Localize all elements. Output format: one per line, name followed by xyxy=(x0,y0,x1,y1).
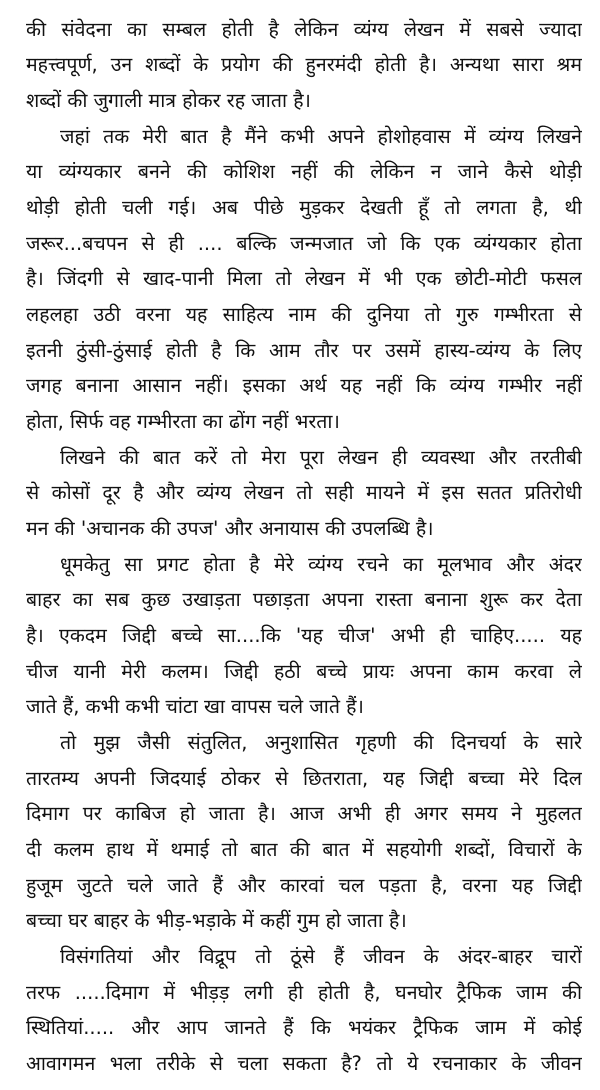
text-line: शब्दों की जुगाली मात्र होकर रह जाता है। xyxy=(26,89,311,112)
text-line: चीज यानी मेरी कलम। जिद्दी हठी बच्चे प्रायः अपना काम करवा ले xyxy=(26,660,582,683)
text-line: आवागमन भला तरीके से चला सकता है? तो ये रचनाकार के जीवन xyxy=(26,1052,582,1075)
text-line: है। जिंदगी से खाद-पानी मिला तो लेखन में भी एक छोटी-मोटी फसल xyxy=(26,267,582,290)
text-line: बच्चा घर बाहर के भीड़-भड़ाके में कहीं गुम हो जाता है। xyxy=(26,909,407,932)
text-line: है। एकदम जिद्दी बच्चे सा....कि 'यह चीज' अभी ही चाहिए..... यह xyxy=(26,624,582,647)
text-line: महत्त्वपूर्ण, उन शब्दों के प्रयोग की हुनरमंदी होती है। अन्यथा सारा श्रम xyxy=(26,53,582,76)
text-line: बाहर का सब कुछ उखाड़ता पछाड़ता अपना रास्ता बनाना शुरू कर देता xyxy=(26,588,582,611)
text-line: दी कलम हाथ में थमाई तो बात की बात में सहयोगी शब्दों, विचारों के xyxy=(26,838,582,861)
text-line: जाते हैं, कभी कभी चांटा खा वापस चले जाते हैं। xyxy=(26,695,364,718)
text-line: से कोसों दूर है और व्यंग्य लेखन तो सही मायने में इस सतत प्रतिरोधी xyxy=(26,481,582,504)
text-line: दिमाग पर काबिज हो जाता है। आज अभी ही अगर समय ने मुहलत xyxy=(26,802,582,825)
text-line: स्थितियां..... और आप जानते हैं कि भयंकर ट्रैफिक जाम में कोई xyxy=(26,1016,582,1039)
text-line: या व्यंग्यकार बनने की कोशिश नहीं की लेकिन न जाने कैसे थोड़ी xyxy=(26,160,582,183)
paragraph-start-line: विसंगतियां और विद्रूप तो ठूंसे हैं जीवन के अंदर-बाहर चारों xyxy=(60,945,582,968)
text-line: लहलहा उठी वरना यह साहित्य नाम की दुनिया तो गुरु गम्भीरता से xyxy=(26,303,582,326)
text-line: तरफ .....दिमाग में भीड़ड़ लगी ही होती है, घनघोर ट्रैफिक जाम की xyxy=(26,981,582,1004)
paragraph-start-line: तो मुझ जैसी संतुलित, अनुशासित गृहणी की दिनचर्या के सारे xyxy=(60,731,582,754)
text-line: मन की 'अचानक की उपज' और अनायास की उपलब्धि है। xyxy=(26,517,434,540)
text-line: होता, सिर्फ वह गम्भीरता का ढोंग नहीं भरता। xyxy=(26,410,340,433)
text-line: तारतम्य अपनी जिदयाई ठोकर से छितराता, यह जिद्दी बच्चा मेरे दिल xyxy=(26,767,582,790)
text-line: हुजूम जुटते चले जाते हैं और कारवां चल पड़ता है, वरना यह जिद्दी xyxy=(26,874,582,897)
text-line: थोड़ी होती चली गई। अब पीछे मुड़कर देखती हूँ तो लगता है, थी xyxy=(26,196,582,219)
paragraph-start-line: धूमकेतु सा प्रगट होता है मेरे व्यंग्य रचने का मूलभाव और अंदर xyxy=(60,553,582,576)
paragraph-start-line: जहां तक मेरी बात है मैंने कभी अपने होशोहवास में व्यंग्य लिखने xyxy=(60,125,582,148)
text-line: इतनी ठुंसी-ठुंसाई होती है कि आम तौर पर उसमें हास्य-व्यंग्य के लिए xyxy=(26,339,582,362)
paragraph-start-line: लिखने की बात करें तो मेरा पूरा लेखन ही व्यवस्था और तरतीबी xyxy=(60,446,582,469)
text-line: जरूर...बचपन से ही .... बल्कि जन्मजात जो कि एक व्यंग्यकार होता xyxy=(26,232,582,255)
text-line: जगह बनाना आसान नहीं। इसका अर्थ यह नहीं कि व्यंग्य गम्भीर नहीं xyxy=(26,374,582,397)
text-line: की संवेदना का सम्बल होती है लेकिन व्यंग्य लेखन में सबसे ज्यादा xyxy=(26,18,582,41)
